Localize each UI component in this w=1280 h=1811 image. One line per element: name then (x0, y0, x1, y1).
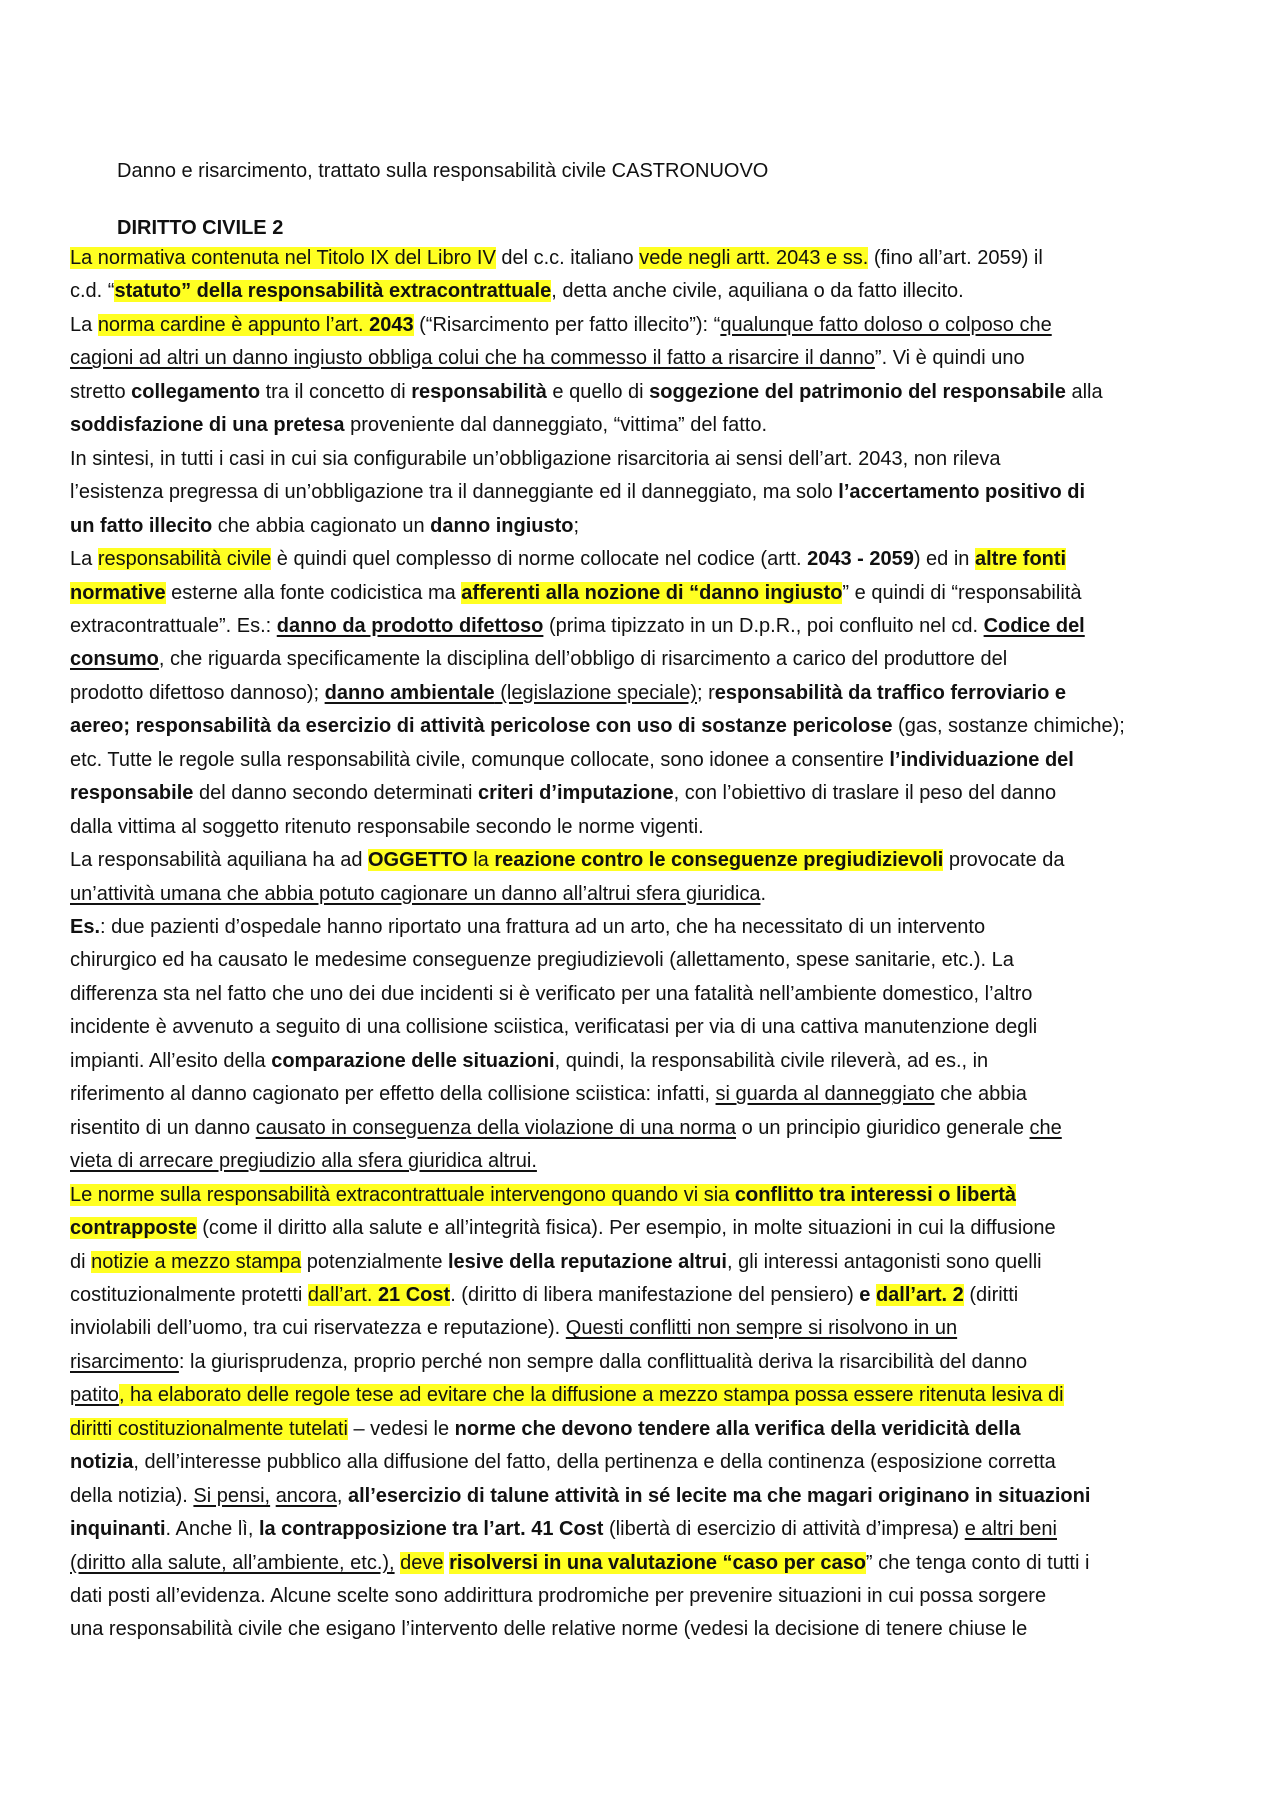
text-run: l’accertamento positivo di (838, 481, 1086, 504)
text-run: prodotto difettoso dannoso); (70, 681, 325, 704)
text-line (70, 747, 1074, 775)
text-run: causato in conseguenza della violazione di una norma (255, 1116, 737, 1139)
text-run: La normativa contenuta nel Titolo IX del Libro IV (70, 247, 496, 269)
text-run: afferenti alla nozione di “danno ingiusto (461, 581, 843, 604)
text-line (70, 580, 1081, 608)
text-run: (come il diritto alla salute e all’integrità fisica). Per esempio, in molte situazioni in cui la diffusione (196, 1217, 1056, 1240)
text-run: la (467, 849, 495, 872)
text-run: norme che devono tendere alla verifica della veridicità della (454, 1417, 1021, 1440)
text-run: responsabilità (411, 380, 547, 403)
text-run: ) ed in (913, 548, 975, 571)
text-run: dall’art. (307, 1283, 378, 1306)
text-run: extracontrattuale”. Es.: (70, 614, 277, 637)
text-line (70, 947, 1014, 975)
text-run: , quindi, la responsabilità civile rileverà, ad es., in (554, 1049, 989, 1072)
text-run: impianti. All’esito della (70, 1049, 272, 1072)
text-run: La (70, 313, 98, 336)
text-run: Es. (70, 916, 101, 938)
text-line (70, 1550, 1089, 1578)
text-line (70, 1349, 1027, 1377)
text-run: statuto” della responsabilità extracontrattuale (114, 280, 552, 303)
text-run: Codice del (983, 614, 1085, 637)
text-run: etc. Tutte le regole sulla responsabilità civile, comunque collocate, sono idonee a consentire (70, 748, 890, 771)
text-run: deve (400, 1551, 444, 1574)
text-run: reazione contro le conseguenze pregiudizievoli (494, 849, 944, 872)
text-run: costituzionalmente protetti (70, 1283, 308, 1306)
text-run: (prima tipizzato in un D.p.R., poi confluito nel cd. (543, 614, 984, 637)
text-run: La (70, 548, 98, 571)
text-run: Le norme sulla responsabilità extracontrattuale intervengono quando vi sia (70, 1183, 735, 1206)
text-line (70, 1215, 1056, 1243)
text-line (70, 479, 1085, 507)
text-run: , gli interessi antagonisti sono quelli (726, 1250, 1042, 1273)
text-run: notizie a mezzo stampa (91, 1250, 302, 1273)
text-line (70, 379, 1103, 407)
text-line (70, 1081, 1027, 1109)
text-line (70, 412, 767, 440)
text-line (70, 814, 704, 842)
text-run: danno ambientale (324, 681, 495, 704)
text-run: ” che tenga conto di tutti i (865, 1551, 1090, 1574)
text-run: lesive della reputazione altrui (448, 1250, 727, 1273)
text-run: che (1029, 1116, 1062, 1139)
text-run: (fino all’art. 2059) il (868, 247, 1043, 269)
text-run: In sintesi, in tutti i casi in cui sia configurabile un’obbligazione risarcitoria ai sensi dell’art. 2043, non rileva (70, 447, 1001, 470)
text-run: qualunque fatto doloso o colposo che (720, 313, 1052, 336)
text-run: del c.c. italiano (495, 247, 640, 269)
text-run: ; (573, 514, 580, 537)
text-run: patito (70, 1384, 119, 1407)
text-line (70, 1249, 1042, 1277)
text-run: responsabile (70, 782, 194, 805)
text-run: esterne alla fonte codicistica ma (165, 581, 462, 604)
text-run: 2043 - 2059 (807, 548, 914, 571)
text-run: dall’art. 2 (875, 1283, 964, 1306)
text-run: inviolabili dell’uomo, tra cui riservatezza e reputazione). (70, 1317, 566, 1340)
text-line (70, 680, 1066, 708)
text-run: soggezione del patrimonio del responsabile (649, 380, 1066, 403)
text-run: , detta anche civile, aquiliana o da fatto illecito. (551, 280, 964, 303)
text-run: Questi conflitti non sempre si risolvono in un (565, 1317, 958, 1340)
text-line (70, 513, 579, 541)
text-run: (gas, sostanze chimiche); (892, 715, 1125, 738)
text-line (70, 345, 1025, 373)
text-run: (legislazione speciale) (494, 681, 697, 704)
text-run: altre fonti (975, 548, 1067, 571)
text-line (70, 1048, 988, 1076)
document-header: Danno e risarcimento, trattato sulla responsabilità civile CASTRONUOVO (117, 160, 769, 182)
text-run: si guarda al danneggiato (715, 1083, 935, 1106)
text-run: potenzialmente (301, 1250, 448, 1273)
text-line (70, 646, 1007, 674)
text-run: e altri beni (964, 1518, 1057, 1541)
text-line (70, 780, 1056, 808)
text-run: risolversi in una valutazione “caso per caso (449, 1551, 866, 1574)
text-run: consumo (70, 648, 159, 671)
text-run: o un principio giuridico generale (736, 1116, 1030, 1139)
text-run: alla (1065, 380, 1103, 403)
text-run: esponsabilità da traffico ferroviario e (714, 681, 1066, 704)
text-run: 2043 (369, 313, 414, 336)
text-run: norma cardine è appunto l’art. (97, 313, 370, 336)
text-run: dalla vittima al soggetto ritenuto responsabile secondo le norme vigenti. (70, 815, 704, 838)
text-run: la contrapposizione tra l’art. 41 Cost (258, 1518, 604, 1541)
section-title: DIRITTO CIVILE 2 (117, 217, 284, 239)
text-run: differenza sta nel fatto che uno dei due incidenti si è verificato per una fatalità nell’ambiente domestico, l’altro (70, 982, 1033, 1005)
text-run: un’attività umana che abbia potuto cagionare un danno all’altrui sfera giuridica (70, 882, 761, 905)
text-run: dati posti all’evidenza. Alcune scelte sono addirittura prodromiche per prevenire situazioni in cui possa sorgere (70, 1585, 1047, 1607)
text-line (70, 245, 1043, 273)
text-run: tra il concetto di (260, 380, 412, 403)
text-run: , dell’interesse pubblico alla diffusione del fatto, della pertinenza e della continenza (esposizione corretta (133, 1451, 1056, 1474)
text-run: aereo; responsabilità da esercizio di attività pericolose con uso di sostanze pericolose (70, 715, 893, 738)
text-run: notizia (70, 1451, 134, 1474)
text-run: (diritti (963, 1283, 1019, 1306)
text-run: l’individuazione del (889, 748, 1074, 771)
text-run: danno da prodotto difettoso (276, 614, 544, 637)
text-line (70, 312, 1052, 340)
text-run: contrapposte (70, 1217, 197, 1240)
text-run: una responsabilità civile che esigano l’intervento delle relative norme (vedesi la decisione di tenere chiuse le (70, 1618, 1028, 1641)
text-run: comparazione delle situazioni (271, 1049, 555, 1072)
text-run: , con l’obiettivo di traslare il peso del danno (673, 782, 1057, 805)
text-run: che abbia (934, 1083, 1027, 1106)
text-run: della notizia). (70, 1484, 194, 1507)
text-run: riferimento al danno cagionato per effetto della collisione sciistica: infatti, (70, 1083, 716, 1106)
text-line (70, 546, 1066, 574)
text-line (70, 914, 985, 942)
text-run: responsabilità civile (97, 548, 272, 571)
text-line (70, 1014, 1037, 1042)
text-run: soddisfazione di una pretesa (70, 414, 345, 437)
text-run: (“Risarcimento per fatto illecito”): “ (413, 313, 721, 336)
text-run: provocate da (943, 849, 1065, 872)
text-run: l’esistenza pregressa di un’obbligazione tra il danneggiante ed il danneggiato, ma solo (70, 481, 839, 504)
text-run: (diritto alla salute, all’ambiente, etc.), (70, 1551, 395, 1574)
text-line (70, 1148, 537, 1176)
text-line (70, 1616, 1027, 1644)
text-line (70, 446, 1001, 474)
text-line (70, 1449, 1056, 1477)
text-run: stretto (70, 380, 132, 403)
text-line (70, 847, 1065, 875)
text-line (70, 981, 1032, 1009)
text-run: è quindi quel complesso di norme collocate nel codice (artt. (271, 548, 808, 571)
text-line (70, 1583, 1046, 1611)
text-run: ancora (275, 1484, 337, 1507)
text-line (70, 1315, 957, 1343)
text-run: criteri d’imputazione (478, 782, 674, 805)
text-run: all’esercizio di talune attività in sé lecite ma che magari originano in situazioni (347, 1484, 1091, 1507)
text-line (70, 1282, 1018, 1310)
text-line (70, 881, 766, 909)
text-run: (libertà di esercizio di attività d’impresa) (603, 1518, 965, 1541)
text-line (70, 1516, 1057, 1544)
text-line (70, 278, 964, 306)
text-line (70, 1115, 1062, 1143)
text-run: inquinanti (70, 1518, 166, 1541)
text-run: OGGETTO (368, 849, 468, 872)
text-run: Si pensi, (193, 1484, 271, 1507)
text-run: e quello di (546, 380, 650, 403)
text-line (70, 613, 1085, 641)
text-run: . Anche lì, (165, 1518, 259, 1541)
text-run: risentito di un danno (70, 1116, 256, 1139)
text-run: . (diritto di libera manifestazione del pensiero) (450, 1283, 860, 1306)
text-run: ; r (696, 681, 715, 704)
text-run: 21 Cost (377, 1283, 451, 1306)
text-run: normative (70, 581, 166, 604)
text-run: c.d. “ (70, 280, 115, 303)
text-line (70, 1483, 1090, 1511)
text-run: che abbia cagionato un (212, 514, 431, 537)
text-line (70, 1382, 1064, 1410)
text-run: , (336, 1484, 348, 1507)
text-line (70, 1416, 1020, 1444)
text-run: conflitto tra interessi o libertà (734, 1183, 1017, 1206)
text-run: . (760, 882, 767, 905)
text-run: chirurgico ed ha causato le medesime conseguenze pregiudizievoli (allettamento, spese sanitarie, etc.). La (70, 949, 1014, 972)
text-run: incidente è avvenuto a seguito di una collisione sciistica, verificatasi per via di una cattiva manutenzione degli (70, 1016, 1038, 1039)
text-run: proveniente dal danneggiato, “vittima” del fatto. (344, 414, 767, 437)
text-run: collegamento (131, 380, 261, 403)
text-line (70, 1182, 1016, 1210)
text-run: un fatto illecito (70, 514, 213, 537)
text-run: cagioni ad altri un danno ingiusto obbliga colui che ha commesso il fatto a risarcire il danno (70, 347, 875, 370)
text-run: : la giurisprudenza, proprio perché non sempre dalla conflittualità deriva la risarcibilità del danno (178, 1350, 1028, 1373)
text-run: del danno secondo determinati (193, 782, 479, 805)
text-run: ” e quindi di “responsabilità (842, 581, 1082, 604)
text-run: vede negli artt. 2043 e ss. (639, 247, 869, 269)
text-run: risarcimento (70, 1350, 179, 1373)
text-run: di (70, 1250, 92, 1273)
text-run: danno ingiusto (430, 514, 574, 537)
text-run: : due pazienti d’ospedale hanno riportato una frattura ad un arto, che ha necessitato di un intervento (100, 916, 986, 938)
text-run: ”. Vi è quindi uno (874, 347, 1025, 370)
text-run: vieta di arrecare pregiudizio alla sfera giuridica altrui. (70, 1150, 537, 1173)
text-run: , ha elaborato delle regole tese ad evitare che la diffusione a mezzo stampa possa essere ritenuta lesiva di (118, 1384, 1064, 1407)
text-run: diritti costituzionalmente tutelati (70, 1417, 348, 1440)
text-run: e (859, 1283, 871, 1306)
text-run: La responsabilità aquiliana ha ad (70, 849, 368, 872)
text-line (70, 713, 1125, 741)
text-run: – vedesi le (347, 1417, 455, 1440)
text-run: , che riguarda specificamente la disciplina dell’obbligo di risarcimento a carico del produttore del (158, 648, 1008, 671)
